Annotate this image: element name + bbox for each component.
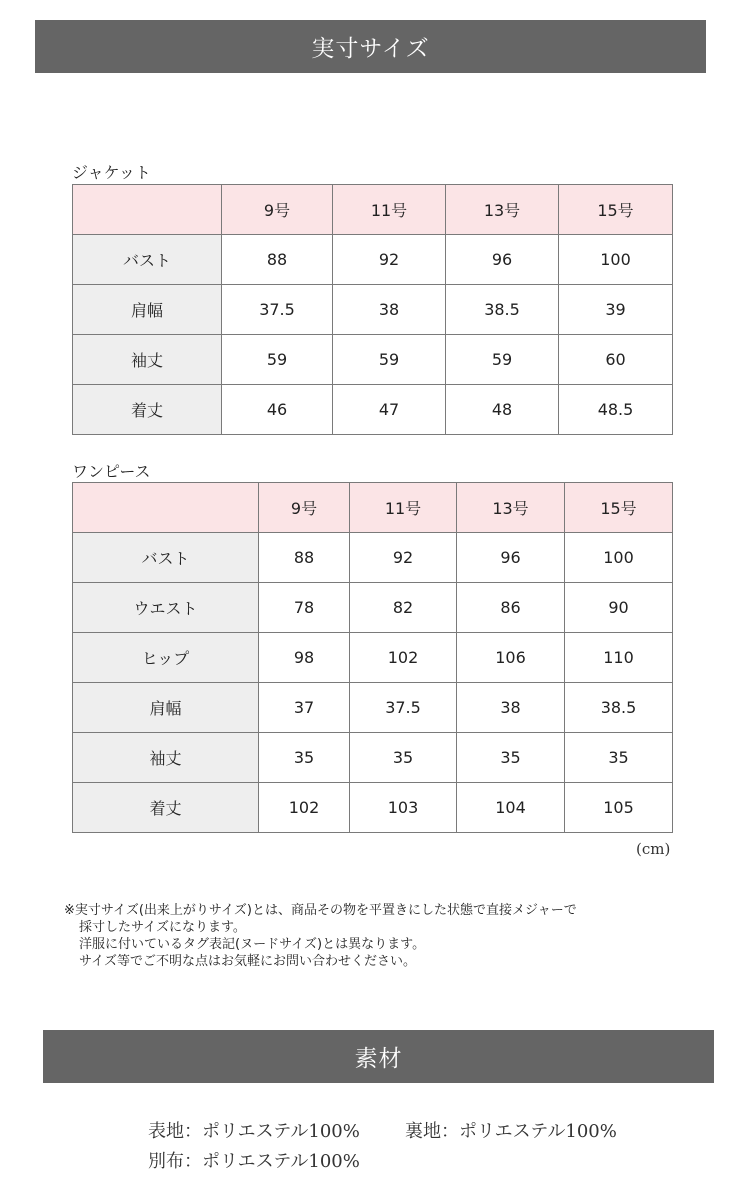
row-header: 袖丈 — [73, 733, 259, 783]
table-row — [73, 285, 673, 335]
column-header: 15号 — [565, 483, 673, 533]
table-cell: 105 — [565, 783, 673, 833]
row-header: バスト — [73, 235, 222, 285]
table-cell: 35 — [259, 733, 350, 783]
dress-table-caption: ワンピース — [72, 462, 151, 481]
size-section-header — [35, 20, 706, 73]
material-lining: 裏地：ポリエステル100% — [405, 1121, 617, 1142]
table-row — [73, 533, 673, 583]
table-cell: 48 — [446, 385, 559, 435]
column-header: 13号 — [446, 185, 559, 235]
dress-size-table — [72, 482, 673, 833]
table-cell: 100 — [559, 235, 673, 285]
row-header: 着丈 — [73, 783, 259, 833]
table-cell: 48.5 — [559, 385, 673, 435]
table-cell: 102 — [259, 783, 350, 833]
column-header: 15号 — [559, 185, 673, 235]
table-cell: 88 — [222, 235, 333, 285]
table-cell: 78 — [259, 583, 350, 633]
jacket-table-caption: ジャケット — [72, 163, 151, 182]
table-cell: 35 — [457, 733, 565, 783]
table-row — [73, 235, 673, 285]
table-row — [73, 335, 673, 385]
table-cell: 35 — [565, 733, 673, 783]
material-section-title: 素材 — [354, 1046, 403, 1072]
row-header: ウエスト — [73, 583, 259, 633]
column-header: 9号 — [259, 483, 350, 533]
column-header: 9号 — [222, 185, 333, 235]
table-cell: 35 — [350, 733, 457, 783]
table-cell: 38.5 — [446, 285, 559, 335]
table-cell: 47 — [333, 385, 446, 435]
row-header: 着丈 — [73, 385, 222, 435]
table-cell: 92 — [350, 533, 457, 583]
unit-label: (cm) — [636, 840, 671, 858]
table-cell: 38.5 — [565, 683, 673, 733]
size-notes — [64, 902, 724, 970]
note-line: 採寸したサイズになります。 — [79, 920, 246, 935]
table-row — [73, 733, 673, 783]
row-header: 肩幅 — [73, 285, 222, 335]
table-cell: 38 — [333, 285, 446, 335]
column-header: 11号 — [333, 185, 446, 235]
table-cell: 37 — [259, 683, 350, 733]
table-corner-cell — [73, 185, 222, 235]
table-row — [73, 633, 673, 683]
table-corner-cell — [73, 483, 259, 533]
table-cell: 38 — [457, 683, 565, 733]
table-cell: 92 — [333, 235, 446, 285]
table-cell: 59 — [446, 335, 559, 385]
row-header: 袖丈 — [73, 335, 222, 385]
note-line: ※実寸サイズ(出来上がりサイズ)とは、商品その物を平置きにした状態で直接メジャーで — [64, 903, 577, 918]
table-cell: 86 — [457, 583, 565, 633]
jacket-size-table — [72, 184, 673, 435]
table-cell: 88 — [259, 533, 350, 583]
table-cell: 46 — [222, 385, 333, 435]
table-cell: 104 — [457, 783, 565, 833]
row-header: ヒップ — [73, 633, 259, 683]
table-cell: 102 — [350, 633, 457, 683]
table-header-row — [73, 483, 673, 533]
table-row — [73, 583, 673, 633]
table-cell: 96 — [446, 235, 559, 285]
material-outer: 表地：ポリエステル100% — [148, 1121, 360, 1142]
table-cell: 106 — [457, 633, 565, 683]
table-cell: 98 — [259, 633, 350, 683]
material-section-header — [43, 1030, 714, 1083]
column-header: 11号 — [350, 483, 457, 533]
table-cell: 96 — [457, 533, 565, 583]
table-cell: 60 — [559, 335, 673, 385]
row-header: バスト — [73, 533, 259, 583]
table-header-row — [73, 185, 673, 235]
table-cell: 37.5 — [350, 683, 457, 733]
table-row — [73, 385, 673, 435]
note-line: 洋服に付いているタグ表記(ヌードサイズ)とは異なります。 — [79, 937, 426, 952]
table-cell: 82 — [350, 583, 457, 633]
table-row — [73, 683, 673, 733]
table-cell: 59 — [222, 335, 333, 385]
table-cell: 103 — [350, 783, 457, 833]
note-line: サイズ等でご不明な点はお気軽にお問い合わせください。 — [79, 954, 416, 969]
table-cell: 39 — [559, 285, 673, 335]
size-section-title: 実寸サイズ — [311, 36, 430, 62]
table-cell: 59 — [333, 335, 446, 385]
material-other: 別布：ポリエステル100% — [148, 1151, 360, 1172]
row-header: 肩幅 — [73, 683, 259, 733]
table-cell: 100 — [565, 533, 673, 583]
table-cell: 90 — [565, 583, 673, 633]
column-header: 13号 — [457, 483, 565, 533]
table-cell: 37.5 — [222, 285, 333, 335]
table-row — [73, 783, 673, 833]
table-cell: 110 — [565, 633, 673, 683]
